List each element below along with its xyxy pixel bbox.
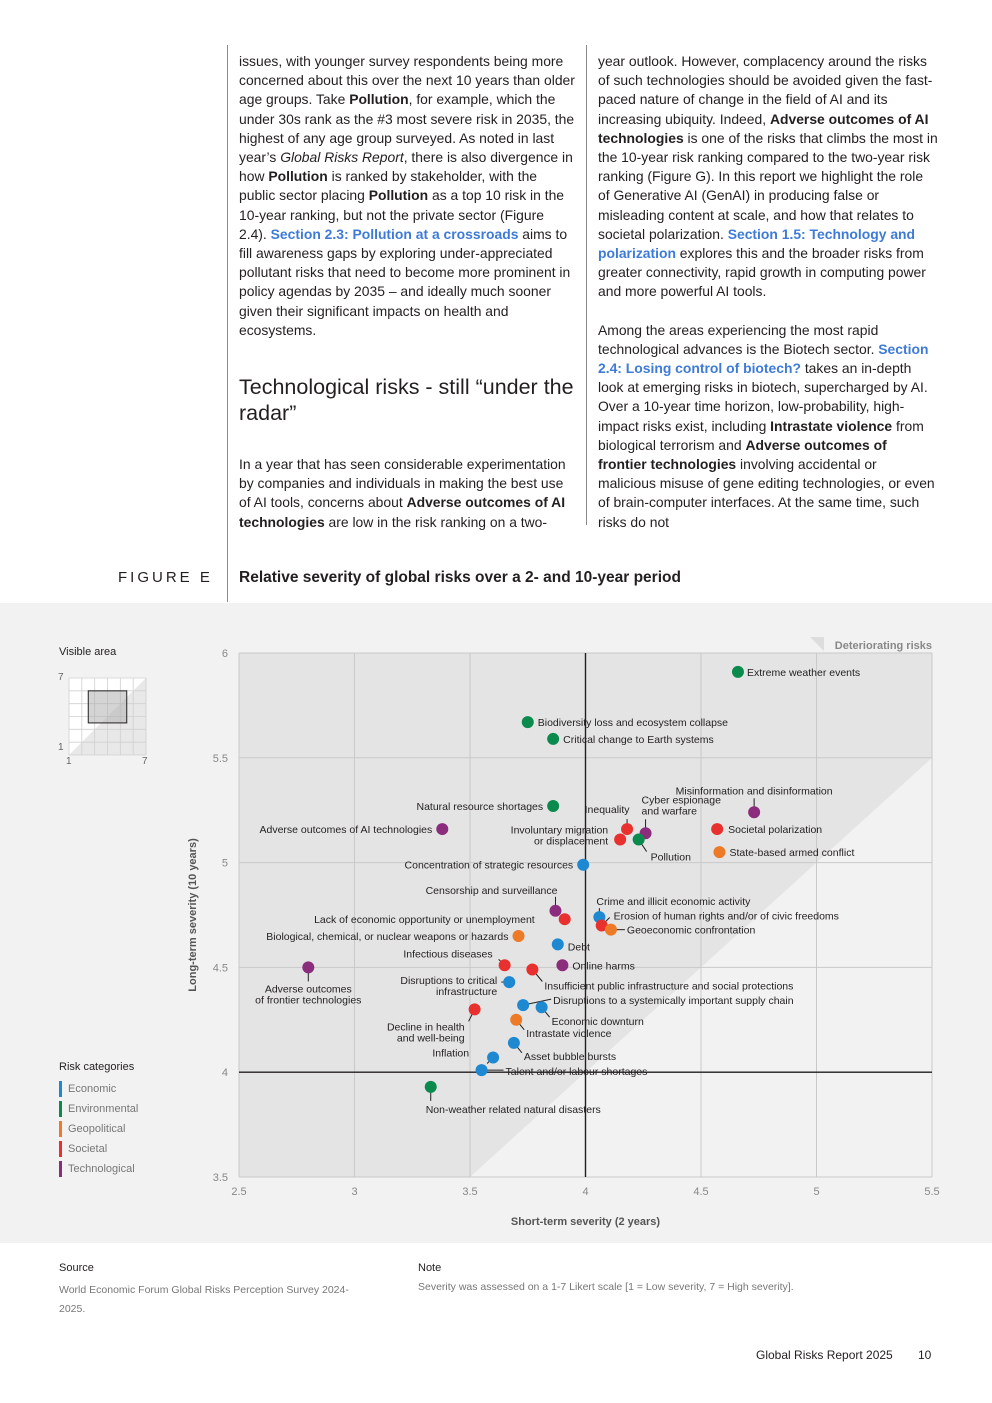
data-point: [513, 930, 525, 942]
data-point: [577, 859, 589, 871]
legend-swatch: [59, 1081, 62, 1097]
data-point: [559, 913, 571, 925]
data-point: [711, 823, 723, 835]
right-paragraph-2: [598, 321, 938, 532]
point-label: Adverse outcomes of AI technologies: [259, 824, 433, 837]
legend-label: Geopolitical: [68, 1123, 126, 1135]
point-label: Inflation: [432, 1047, 470, 1060]
x-tick-label: 4.5: [693, 1186, 709, 1198]
visible-area-label: Visible area: [59, 646, 117, 658]
data-point: [621, 823, 633, 835]
data-point: [547, 733, 559, 745]
region-label: Deteriorating risks: [834, 640, 932, 652]
point-label: Economic downturn: [551, 1016, 644, 1029]
text-run: is ranked by stakeholder, with the public sector placing: [239, 168, 538, 204]
point-label: Extreme weather events: [746, 666, 861, 679]
data-point: [732, 666, 744, 678]
point-label: Infectious diseases: [403, 948, 493, 961]
left-paragraph-1: [239, 52, 575, 340]
x-axis-title: Short-term severity (2 years): [510, 1216, 661, 1228]
source-title: Source: [59, 1262, 94, 1274]
x-tick-label: 5.5: [924, 1186, 940, 1198]
source-text: World Economic Forum Global Risks Perception Survey 2024-2025.: [59, 1284, 349, 1315]
legend-label: Environmental: [68, 1103, 139, 1115]
left-column-lower: [239, 455, 575, 532]
point-label-line: or displacement: [534, 835, 609, 848]
note-text: Severity was assessed on a 1-7 Likert scale [1 = Low severity, 7 = High severity].: [418, 1281, 794, 1293]
scatter-chart: [0, 603, 992, 1243]
point-label: Disruptions to a systemically important supply chain: [553, 995, 794, 1008]
data-point: [487, 1052, 499, 1064]
data-point: [476, 1064, 488, 1076]
data-point: [517, 999, 529, 1011]
data-point: [713, 846, 725, 858]
data-point: [436, 823, 448, 835]
point-label-line: Disruptions to critical: [400, 975, 498, 988]
point-label: Lack of economic opportunity or unemployment: [314, 914, 535, 927]
data-point: [508, 1037, 520, 1049]
section-link[interactable]: Section 1.5: Technology and polarization: [598, 225, 916, 262]
point-label: Talent and/or labour shortages: [505, 1066, 648, 1079]
data-point: [547, 800, 559, 812]
point-label: Online harms: [572, 960, 635, 973]
text-run: Among the areas experiencing the most rapid technological advances is the Biotech sector.: [598, 321, 879, 357]
bold-term: Adverse outcomes of AI technologies: [239, 494, 566, 530]
text-run: In a year that has seen considerable experimentation by companies and individuals in making the best use of AI tools, concerns about: [239, 456, 566, 511]
text-run: is one of the risks that climbs the most in the 10-year risk ranking compared to the two-year risk ranking (Figure G). In this report we highlight the role of Generative AI (GenAI) in producing false or misleading content at scale, and how that relates to societal polarization.: [598, 129, 938, 242]
text-run: year outlook. However, complacency around the risks of such technologies should be avoided given the fast-paced nature of change in the field of AI and its increasing ubiquity. Indeed,: [598, 53, 933, 127]
visible-area-minimap: [69, 678, 146, 755]
legend-title: Risk categories: [59, 1061, 135, 1073]
point-label: [387, 1021, 465, 1044]
y-tick-label: 5: [221, 857, 228, 870]
data-point: [556, 959, 568, 971]
y-tick-label: 6: [221, 648, 228, 660]
text-run: explores this and the broader risks from greater connectivity, rapid growth in computing power and more powerful AI tools.: [598, 245, 926, 300]
x-tick-label: 5: [813, 1186, 820, 1198]
column-divider-left: [227, 45, 228, 602]
point-label: Natural resource shortages: [416, 801, 544, 814]
left-paragraph-2: [239, 455, 575, 532]
bold-term: Intrastate violence: [770, 417, 893, 434]
point-label: Misinformation and disinformation: [675, 785, 833, 798]
y-axis-title: Long-term severity (10 years): [187, 838, 199, 992]
legend-item: [59, 1121, 125, 1137]
text-run: as a top 10 risk in the 10-year ranking, but not the private sector (Figure 2.4).: [239, 187, 565, 242]
x-tick-label: 3: [351, 1186, 358, 1198]
plot-area: [187, 637, 940, 1228]
note-title: Note: [418, 1262, 442, 1274]
right-column: [598, 52, 938, 532]
section-heading: Technological risks - still “under the radar”: [239, 375, 574, 425]
point-label-line: of frontier technologies: [255, 994, 362, 1007]
point-label-line: infrastructure: [435, 986, 498, 999]
figure-label: FIGURE E: [118, 569, 213, 586]
section-link[interactable]: Section 2.4: Losing control of biotech?: [598, 340, 929, 377]
data-point: [522, 716, 534, 728]
legend-label: Societal: [68, 1143, 108, 1155]
bold-term: Pollution: [349, 91, 409, 108]
legend-item: [59, 1161, 135, 1177]
point-label: Crime and illicit economic activity: [596, 896, 751, 909]
text-run: , there is also divergence in how: [239, 149, 573, 185]
legend-label: Technological: [68, 1163, 135, 1175]
legend-item: [59, 1081, 116, 1097]
region-label-marker: [810, 637, 824, 651]
point-label: Insufficient public infrastructure and social protections: [544, 980, 794, 993]
data-point: [499, 959, 511, 971]
point-label: Censorship and surveillance: [425, 884, 558, 897]
point-label: State-based armed conflict: [729, 847, 855, 860]
point-label: Non-weather related natural disasters: [425, 1103, 601, 1116]
column-divider-middle: [586, 45, 587, 525]
text-run: aims to fill awareness gaps by exploring under-appreciated pollutant risks that need to become more prominent in policy agendas by 2035 – and ideally much sooner given their significant impacts on health and ecosystems.: [239, 225, 571, 338]
data-point: [549, 905, 561, 917]
legend-item: [59, 1141, 107, 1157]
point-label-line: Cyber espionage: [641, 794, 721, 807]
point-label: Critical change to Earth systems: [563, 733, 714, 746]
data-point: [510, 1014, 522, 1026]
text-run: from biological terrorism and: [598, 417, 924, 453]
data-point: [614, 834, 626, 846]
point-label-line: and well-being: [396, 1032, 465, 1045]
point-label: [255, 983, 361, 1006]
point-label: Biological, chemical, or nuclear weapons or hazards: [266, 930, 509, 943]
mini-tick-y-top: 7: [58, 672, 64, 683]
italic-title: Global Risks Report: [280, 149, 404, 166]
y-tick-label: 4.5: [212, 962, 228, 975]
data-point: [302, 961, 314, 973]
point-label: Erosion of human rights and/or of civic freedoms: [613, 910, 839, 923]
bold-term: Pollution: [268, 168, 328, 185]
point-label: Asset bubble bursts: [523, 1050, 617, 1063]
point-label-line: Adverse outcomes: [264, 983, 352, 996]
point-label: Debt: [567, 941, 590, 954]
point-label-line: Involuntary migration: [510, 824, 609, 837]
point-label: Intrastate violence: [526, 1027, 612, 1040]
text-run: are low in the risk ranking on a two-: [324, 513, 548, 530]
data-point: [633, 834, 645, 846]
legend-swatch: [59, 1141, 62, 1157]
y-tick-label: 5.5: [212, 752, 228, 765]
section-link[interactable]: Section 2.3: Pollution at a crossroads: [270, 225, 519, 242]
y-tick-label: 4: [221, 1067, 228, 1080]
minimap-visible-window: [88, 691, 127, 723]
point-label: Societal polarization: [728, 824, 823, 837]
text-run: involving accidental or malicious misuse of gene editing technologies, or even of brain-computer interfaces. At the same time, such risks do not: [598, 456, 935, 530]
data-point: [503, 976, 515, 988]
point-label-line: Decline in health: [386, 1021, 465, 1034]
mini-tick-x-right: 7: [142, 756, 148, 767]
point-label: Biodiversity loss and ecosystem collapse: [537, 717, 729, 730]
x-tick-label: 4: [582, 1186, 589, 1198]
legend-label: Economic: [68, 1083, 117, 1095]
figure-title: Relative severity of global risks over a 2- and 10-year period: [239, 569, 681, 586]
point-label: Concentration of strategic resources: [404, 859, 574, 872]
point-label: Geoeconomic confrontation: [626, 924, 756, 937]
footer-report-title: Global Risks Report 2025: [756, 1348, 893, 1362]
data-point: [425, 1081, 437, 1093]
data-point: [536, 1001, 548, 1013]
bold-term: Adverse outcomes of AI technologies: [598, 110, 929, 146]
mini-tick-y-bottom: 1: [58, 742, 64, 753]
data-point: [526, 963, 538, 975]
page-number: 10: [918, 1348, 932, 1362]
data-point: [552, 938, 564, 950]
point-label-line: and warfare: [641, 805, 698, 818]
x-tick-label: 3.5: [462, 1186, 478, 1198]
legend-swatch: [59, 1161, 62, 1177]
left-column: [239, 52, 575, 340]
text-run: issues, with younger survey respondents being more concerned about this over the next 10 years than older age groups. Take: [239, 53, 575, 108]
legend-item: [59, 1101, 138, 1117]
point-label: Inequality: [584, 804, 630, 817]
point-label: Pollution: [650, 851, 691, 864]
bold-term: Pollution: [368, 187, 429, 204]
bold-term: Adverse outcomes of frontier technologies: [598, 436, 887, 473]
x-tick-label: 2.5: [231, 1186, 247, 1198]
legend-swatch: [59, 1101, 62, 1117]
mini-tick-x-left: 1: [66, 756, 72, 767]
text-run: takes an in-depth look at emerging risks in biotech, supercharged by AI. Over a 10-year time horizon, low-probability, high-impact risks exist, including: [598, 360, 928, 434]
text-run: , for example, which the under 30s rank as the #3 most severe risk in 2035, the highest of any age group surveyed. As noted in last year’s: [239, 91, 575, 166]
legend-swatch: [59, 1121, 62, 1137]
data-point: [605, 924, 617, 936]
data-point: [748, 806, 760, 818]
y-tick-label: 3.5: [212, 1172, 228, 1184]
right-paragraph-1: [598, 52, 938, 302]
data-point: [469, 1003, 481, 1015]
